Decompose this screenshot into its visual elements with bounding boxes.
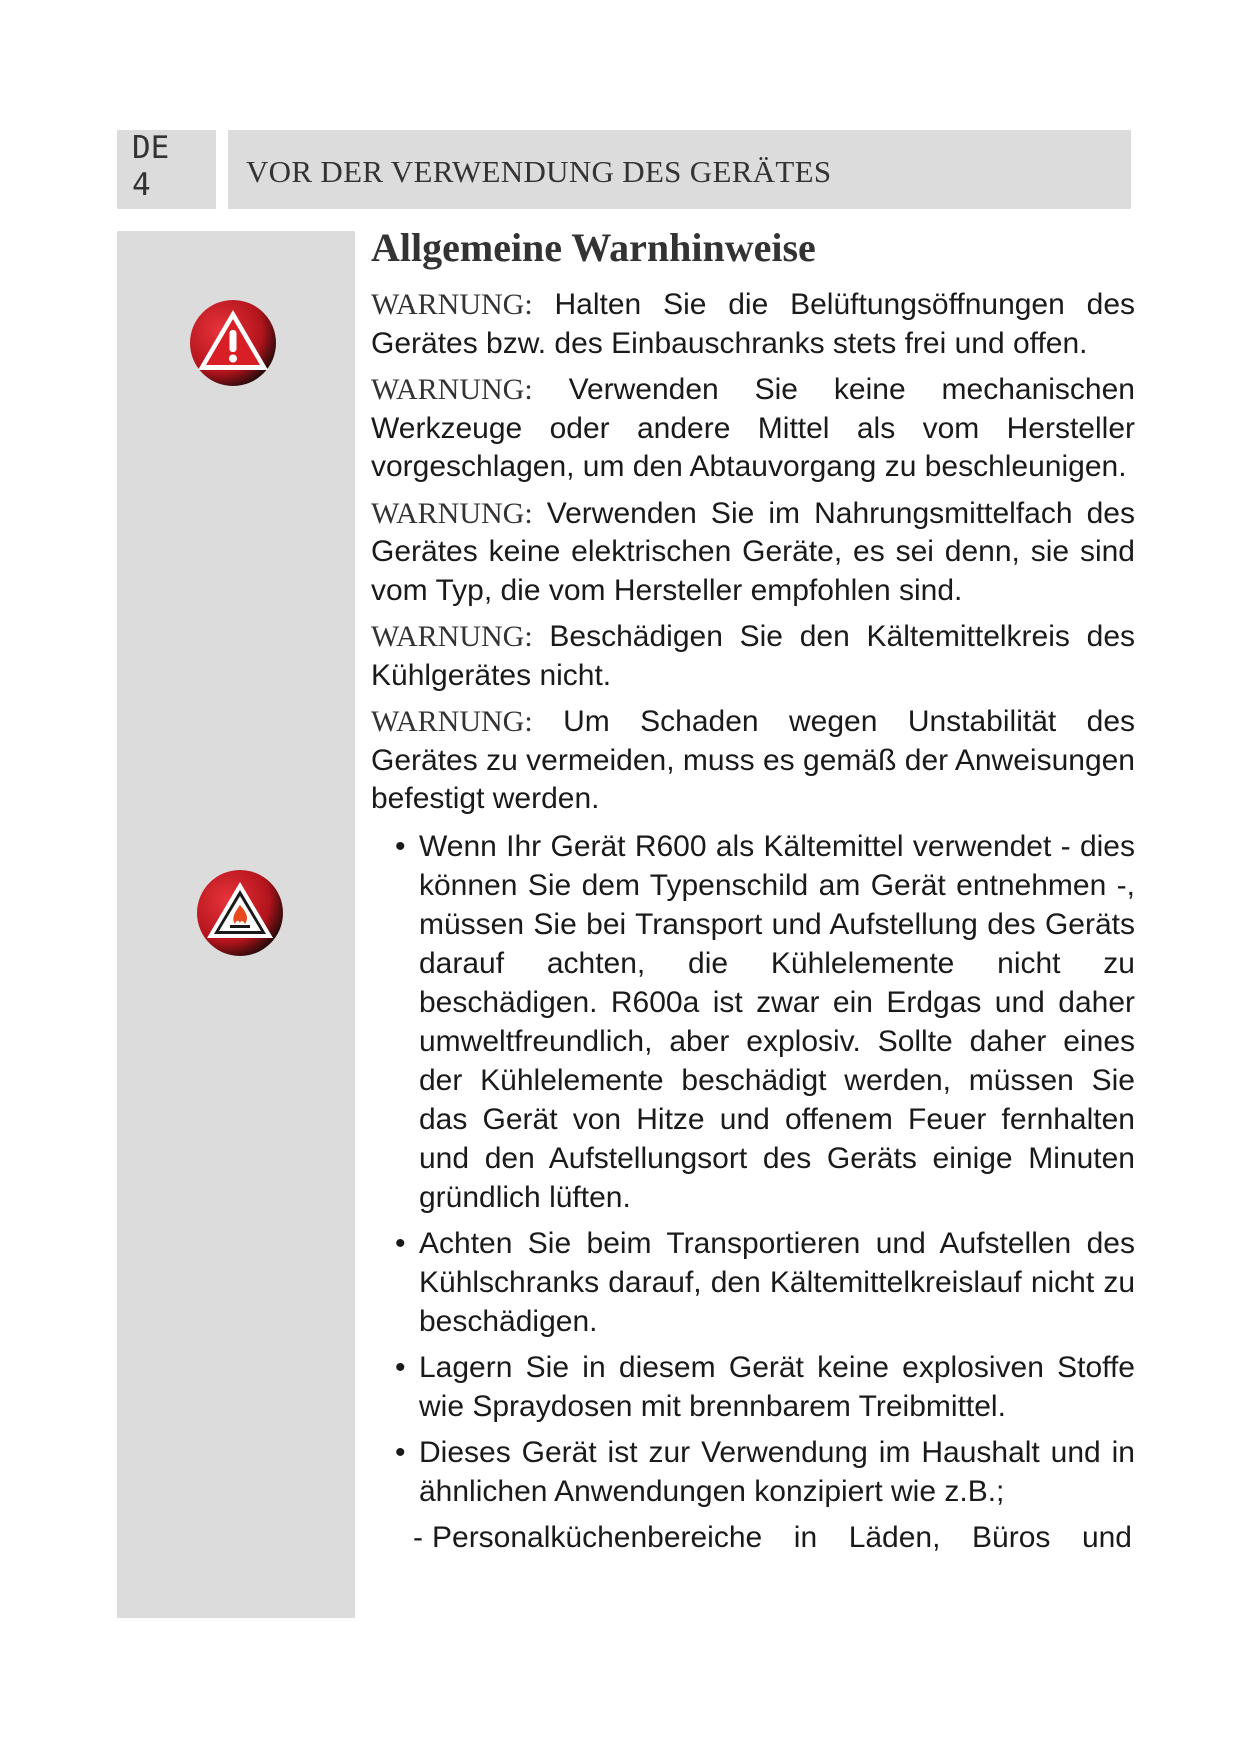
page-badge — [117, 130, 216, 209]
warning-paragraph — [371, 286, 1135, 363]
warning-text: Beschädigen Sie den Kältemittelkreis des Kühlgerätes nicht. — [371, 620, 1136, 692]
warning-paragraph — [371, 618, 1135, 695]
warning-label: WARNUNG: — [371, 496, 533, 530]
section-title: Allgemeine Warnhinweise — [371, 225, 816, 270]
content-area — [371, 224, 1135, 1557]
warning-paragraph — [371, 703, 1135, 819]
language-code: DE — [132, 130, 170, 166]
page-number: 4 — [132, 167, 151, 203]
warning-triangle-icon — [188, 298, 278, 388]
warning-paragraph — [371, 371, 1135, 487]
bullet-mark: • — [395, 829, 406, 863]
list-item-text: Lagern Sie in diesem Gerät keine explosiven Stoffe wie Spraydosen mit brennbarem Treibmittel. — [419, 1350, 1135, 1423]
list-item — [371, 1224, 1135, 1341]
list-item — [371, 1433, 1135, 1511]
list-item — [371, 1348, 1135, 1426]
warning-text: Halten Sie die Belüftungsöffnungen des Gerätes bzw. des Einbauschranks stets frei und offen. — [371, 288, 1135, 360]
warning-label: WARNUNG: — [371, 705, 533, 738]
warning-text: Verwenden Sie keine mechanischen Werkzeuge oder andere Mittel als vom Hersteller vorgeschlagen, um den Abtauvorgang zu beschleunigen. — [371, 373, 1135, 483]
warning-label: WARNUNG: — [371, 620, 533, 653]
page-header-title: VOR DER VERWENDUNG DES GERÄTES — [246, 154, 832, 189]
warning-paragraph — [371, 495, 1135, 611]
dash-item — [371, 1518, 1135, 1557]
list-item-text: Dieses Gerät ist zur Verwendung im Haushalt und in ähnlichen Anwendungen konzipiert wie z.B.; — [419, 1435, 1135, 1508]
warning-label: WARNUNG: — [371, 373, 533, 406]
warning-label: WARNUNG: — [371, 288, 533, 321]
dash-item-text: Personalküchenbereiche in Läden, Büros und — [432, 1520, 1132, 1554]
warning-text: Um Schaden wegen Unstabilität des Gerätes zu vermeiden, muss es gemäß der Anweisungen befestigt werden. — [371, 705, 1135, 815]
list-item — [371, 827, 1135, 1217]
bullet-mark: • — [395, 1350, 406, 1384]
bullet-mark: • — [395, 1435, 406, 1469]
bullet-list — [371, 827, 1135, 1511]
list-item-text: Achten Sie beim Transportieren und Aufstellen des Kühlschranks darauf, den Kältemittelkreislauf nicht zu beschädigen. — [419, 1226, 1135, 1338]
bullet-mark: • — [395, 1226, 406, 1260]
list-item-text: Wenn Ihr Gerät R600 als Kältemittel verwendet - dies können Sie dem Typenschild am Gerät entnehmen -, müssen Sie bei Transport und Aufstellung des Geräts darauf achten, die Kühlelemente nicht zu beschädigen. R600a ist zwar ein Erdgas und daher umweltfreundlich, aber explosiv. Sollte daher eines der Kühlelemente beschädigt werden, müssen Sie das Gerät von Hitze und offenem Feuer fernhalten und den Aufstellungsort des Geräts einige Minuten gründlich lüften. — [419, 829, 1135, 1214]
dash-mark: - — [413, 1520, 423, 1554]
header-bar — [228, 130, 1131, 209]
flammable-icon — [195, 868, 285, 958]
warning-text: Verwenden Sie im Nahrungsmittelfach des Gerätes keine elektrischen Geräte, es sei denn, sie sind vom Typ, die vom Hersteller empfohlen sind. — [371, 496, 1135, 607]
